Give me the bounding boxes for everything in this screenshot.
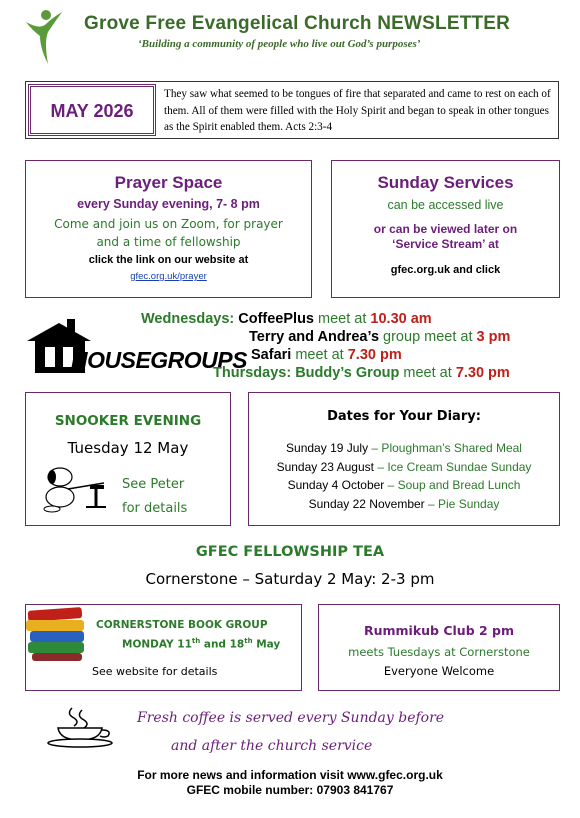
diary-date: Sunday 4 October [287,478,385,492]
rummikub-line1: meets Tuesdays at Cornerstone [348,645,530,659]
thu-mid: meet at [399,365,456,381]
month-label: MAY 2026 [50,101,134,121]
book-sup-b: th [244,637,253,645]
diary-title: Dates for Your Diary: [327,409,481,424]
diary-date: Sunday 23 August [276,459,374,474]
terry-andrea-name: Terry and Andrea’s [249,329,380,345]
book-group-note: See website for details [92,665,218,678]
buddys-group-name: Buddy’s Group [295,365,400,381]
diary-event: – Soup and Bread Lunch [384,478,521,492]
wed3-mid: meet at [291,347,348,363]
bible-verse: They saw what seemed to be tongues of fire that separated and came to rest on each of them. All of them were filled with the Holy Spirit and began to speak in other tongues as the Spirit enabled them. Acts 2:3-4 [164,88,551,133]
diary-event: – Pie Sunday [424,496,500,511]
terry-andrea-time: 3 pm [476,329,511,345]
prayer-space-when: every Sunday evening, 7- 8 pm [77,197,260,211]
rummikub-box [318,604,560,691]
book-sup-a: th [191,637,201,645]
housegroup-thu [213,365,510,381]
month-label-box [28,84,156,136]
church-logo [22,8,64,66]
prayer-space-title: Prayer Space [114,173,223,192]
coffee-line1: Fresh coffee is served every Sunday before [137,710,445,726]
prayer-space-box [25,160,312,298]
diary-entry [249,439,559,458]
wed1-mid: meet at [314,311,371,327]
snooker-box [25,392,231,526]
fellowship-tea-title: GFEC FELLOWSHIP TEA [195,544,385,560]
prayer-space-line3: click the link on our website at [88,254,249,266]
rummikub-title: Rummikub Club 2 pm [363,623,515,638]
sunday-services-line1: can be accessed live [387,198,504,212]
month-verse-box [25,81,559,139]
diary-entry [249,458,559,477]
thursdays-label: Thursdays: [213,365,292,381]
snooker-for-details: for details [122,501,188,516]
sunday-services-line2: or can be viewed later on [373,222,518,236]
footer-phone: GFEC mobile number: 07903 841767 [186,783,394,797]
book-group-when [122,637,280,651]
safari-time: 7.30 pm [347,347,402,363]
coffee-cup-icon [44,706,118,748]
coffeeplus-time: 10.30 am [370,311,432,327]
newsletter-subtitle: ‘Building a community of people who live out God’s purposes’ [138,38,421,50]
diary-event: – Ploughman’s Shared Meal [368,441,522,455]
newsletter-title: Grove Free Evangelical Church NEWSLETTER [84,13,511,34]
book-group-box [25,604,302,691]
book-group-title: CORNERSTONE BOOK GROUP [96,619,268,631]
diary-date: Sunday 19 July [286,441,369,455]
diary-entry [249,495,559,514]
rummikub-line2: Everyone Welcome [383,664,495,678]
prayer-link[interactable]: gfec.org.uk/prayer [130,271,207,282]
diary-list [249,439,559,513]
coffeeplus-name: CoffeePlus [238,311,314,327]
sunday-services-title: Sunday Services [377,173,514,192]
snooker-date: Tuesday 12 May [67,439,189,457]
diary-date: Sunday 22 November [308,496,425,511]
wed2-mid: group meet at [379,329,477,345]
prayer-space-line1: Come and join us on Zoom, for prayer [54,217,283,231]
diary-entry [249,476,559,495]
footer-website: For more news and information visit www.gfec.org.uk [137,768,443,782]
prayer-space-line2: and a time of fellowship [96,235,241,249]
coffee-line2: and after the church service [171,738,373,754]
book-when-b: and 18 [200,638,245,651]
sunday-services-line4: gfec.org.uk and click [390,264,501,276]
fellowship-tea-detail: Cornerstone – Saturday 2 May: 2-3 pm [145,570,435,588]
housegroup-wed-2 [249,329,510,345]
sunday-services-line3: ‘Service Stream’ at [392,237,499,251]
buddys-group-time: 7.30 pm [455,365,510,381]
snoopy-icon [38,463,108,515]
housegroups-wordmark: HOUSEGROUPS [71,347,247,373]
diary-box [248,392,560,526]
housegroup-wed-3 [251,347,402,363]
book-when-c: May [252,638,281,651]
book-when-a: MONDAY 11 [122,638,192,651]
safari-name: Safari [251,347,292,363]
diary-event: – Ice Cream Sundae Sunday [373,459,532,474]
snooker-see-peter: See Peter [122,477,185,492]
green-figure-icon [22,8,64,66]
housegroup-wed-1 [141,311,432,327]
snooker-title: SNOOKER EVENING [54,413,202,429]
wednesdays-label: Wednesdays: [141,311,235,327]
books-icon [24,605,92,663]
sunday-services-box [331,160,560,298]
